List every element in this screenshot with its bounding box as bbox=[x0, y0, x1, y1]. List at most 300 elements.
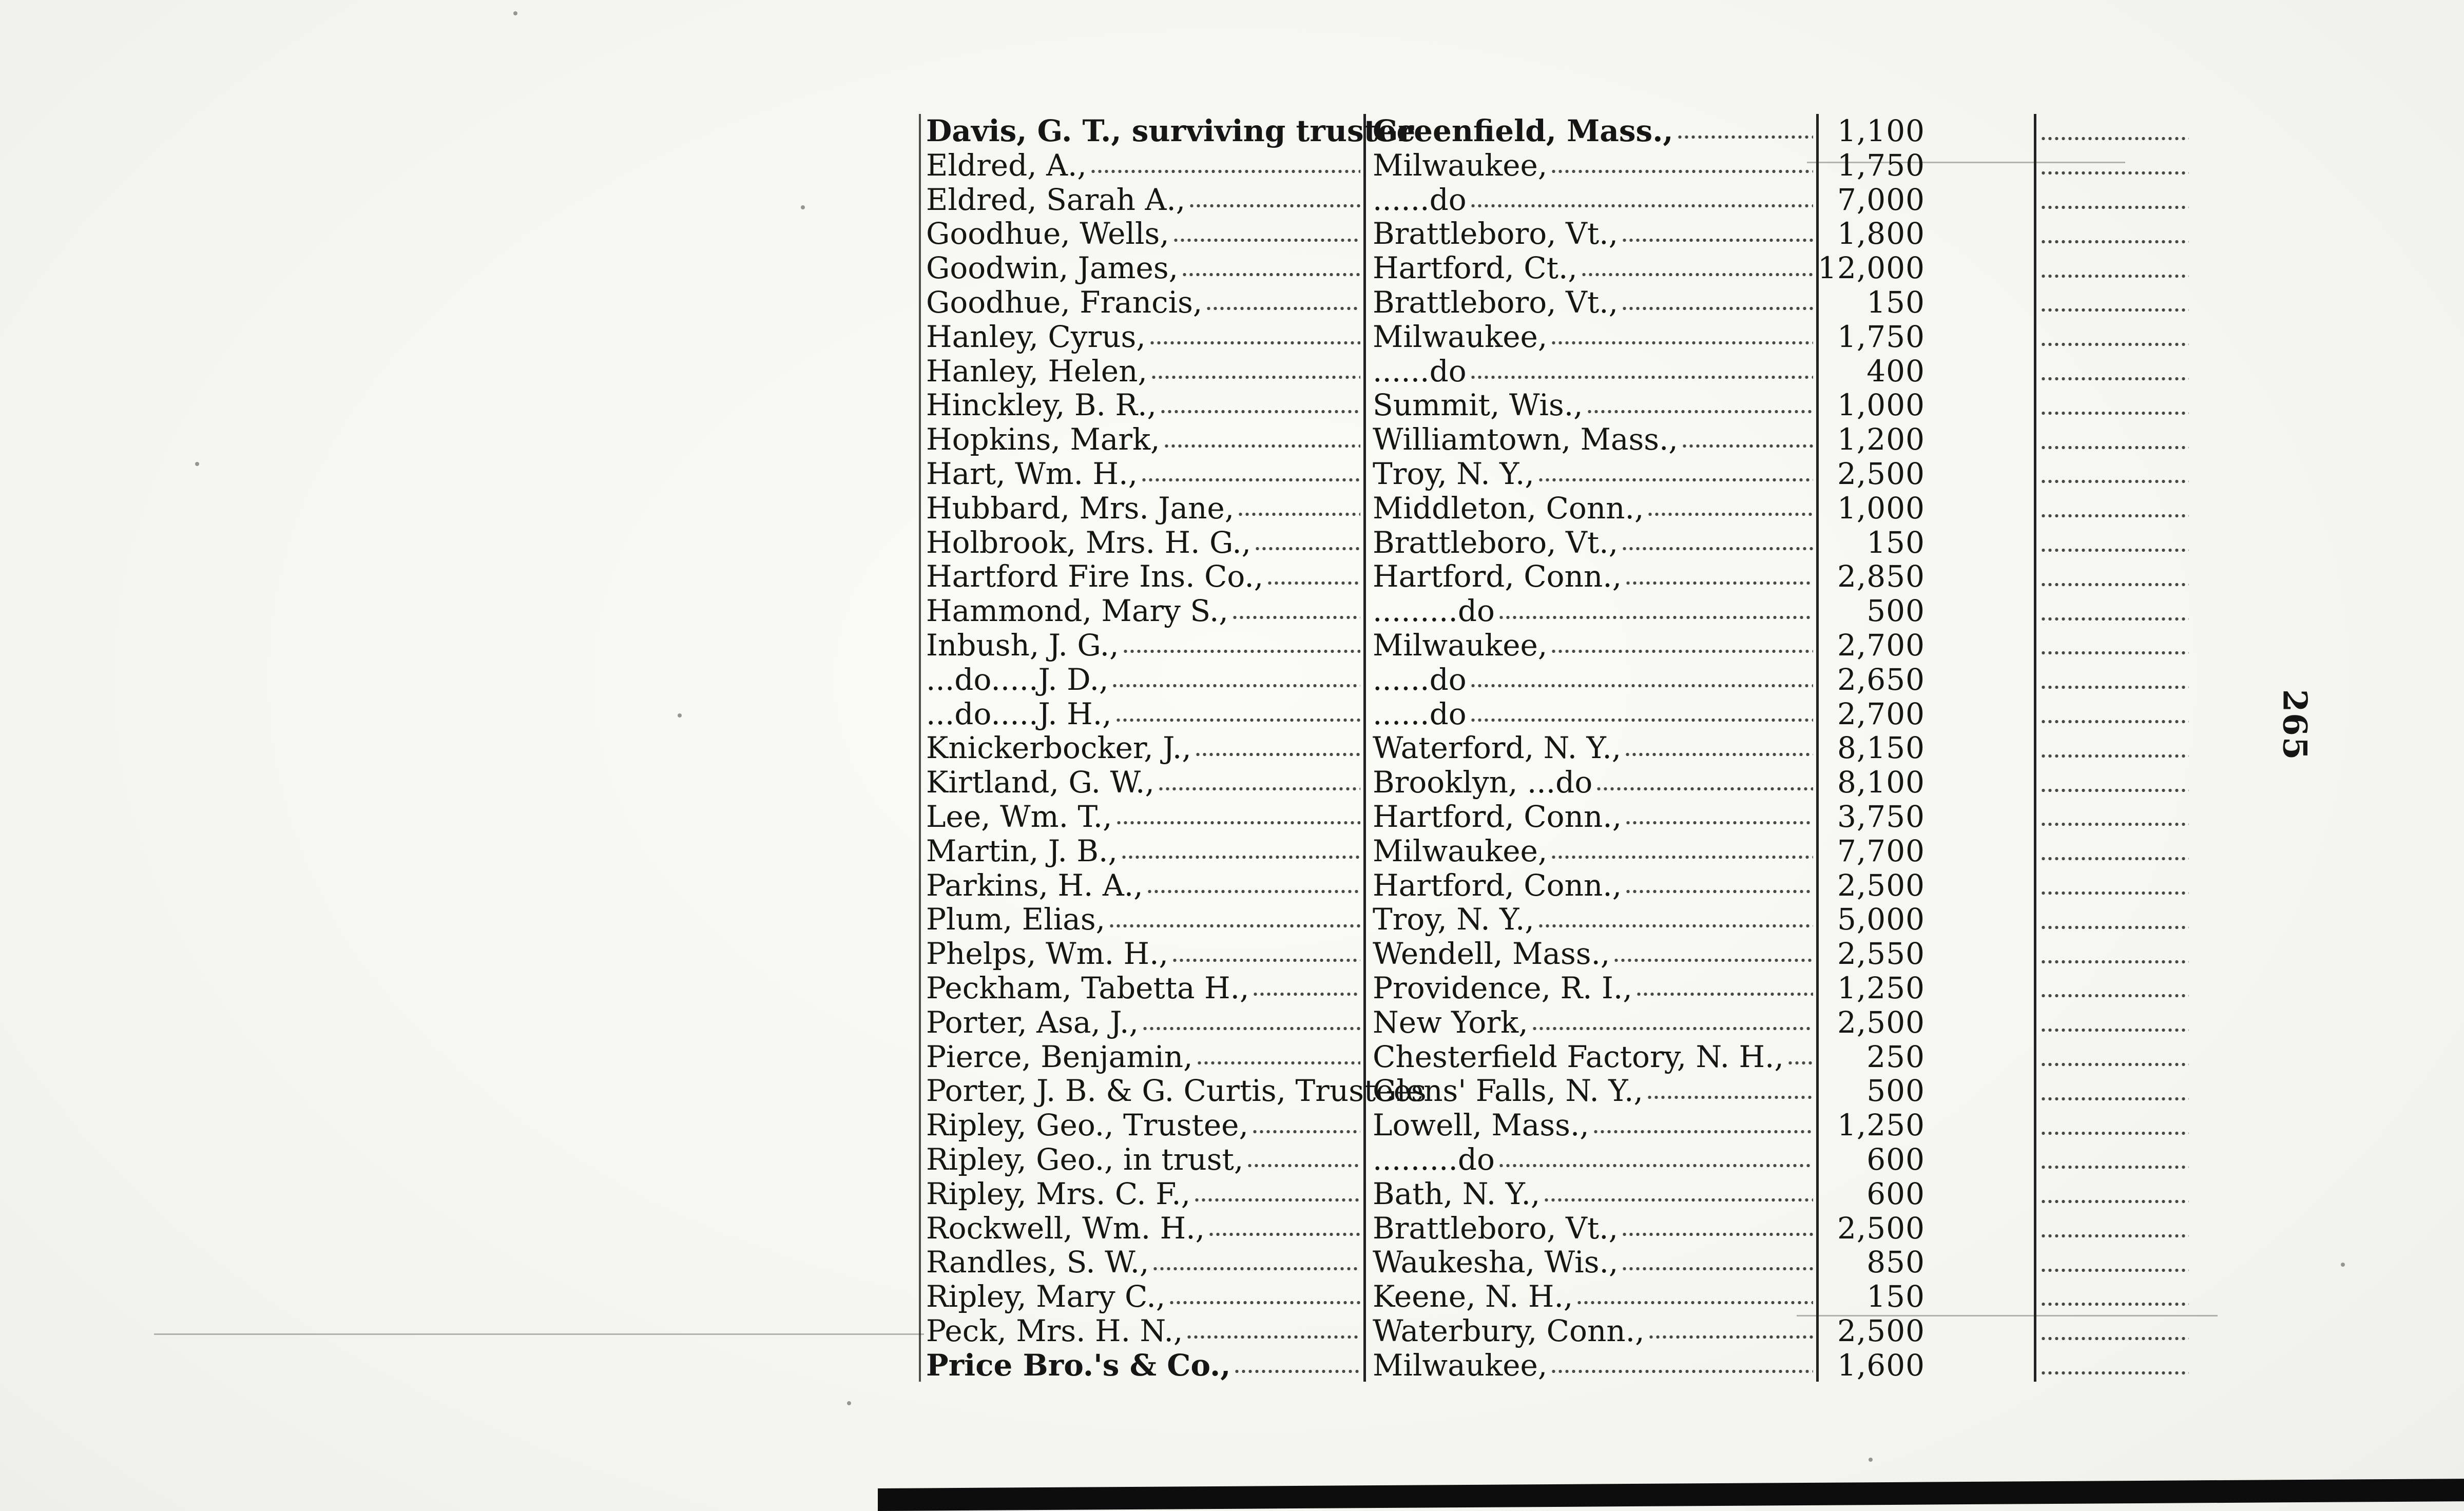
table-row bbox=[919, 1211, 2218, 1246]
page-number: 265 bbox=[2275, 689, 2314, 761]
place-cell bbox=[1373, 697, 1813, 731]
blank-col-cell bbox=[2040, 663, 2189, 697]
scan-speck bbox=[801, 205, 805, 209]
dot-leader bbox=[2040, 960, 2189, 963]
table-row bbox=[919, 1142, 2218, 1177]
blank-col-cell bbox=[2040, 422, 2189, 457]
amount-cell bbox=[1820, 628, 1928, 663]
name-cell bbox=[926, 320, 1360, 354]
dot-leader bbox=[1621, 239, 1813, 242]
dot-leader bbox=[2040, 1063, 2189, 1066]
name-cell bbox=[926, 559, 1360, 594]
name-cell bbox=[926, 422, 1360, 457]
place-cell bbox=[1373, 1280, 1813, 1314]
amount-cell bbox=[1820, 971, 1928, 1005]
amount-cell bbox=[1820, 559, 1928, 594]
dot-leader bbox=[1196, 1061, 1360, 1064]
table-row bbox=[919, 1314, 2218, 1348]
name-text: Hart, Wm. H., bbox=[926, 456, 1138, 491]
amount-cell bbox=[1820, 663, 1928, 697]
dot-leader bbox=[1470, 684, 1813, 687]
amount-cell bbox=[1820, 1211, 1928, 1246]
name-cell bbox=[926, 1108, 1360, 1142]
dot-leader bbox=[1111, 684, 1360, 687]
amount-text: 1,250 bbox=[1837, 1108, 1925, 1143]
dot-leader bbox=[1613, 959, 1813, 962]
name-text: Peckham, Tabetta H., bbox=[926, 970, 1249, 1005]
name-cell bbox=[926, 1211, 1360, 1246]
dot-leader bbox=[1625, 582, 1813, 585]
scan-speck bbox=[513, 11, 517, 15]
blank-col-cell bbox=[2040, 114, 2189, 148]
blank-col-cell bbox=[2040, 526, 2189, 560]
dot-leader bbox=[2040, 1337, 2189, 1340]
dot-leader bbox=[2040, 412, 2189, 415]
name-text: Lee, Wm. T., bbox=[926, 799, 1112, 834]
amount-text: 500 bbox=[1866, 1073, 1925, 1109]
dot-leader bbox=[2040, 206, 2189, 209]
amount-cell bbox=[1820, 1005, 1928, 1040]
amount-text: 7,000 bbox=[1837, 182, 1925, 217]
amount-text: 250 bbox=[1866, 1039, 1925, 1074]
amount-text: 1,250 bbox=[1837, 970, 1925, 1005]
place-cell bbox=[1373, 251, 1813, 285]
amount-cell bbox=[1820, 1142, 1928, 1177]
table-row bbox=[919, 765, 2218, 800]
table-row bbox=[919, 628, 2218, 663]
place-text: Waterford, N. Y., bbox=[1373, 730, 1622, 766]
dot-leader bbox=[1537, 478, 1813, 481]
place-cell bbox=[1373, 1074, 1813, 1108]
dot-leader bbox=[1188, 204, 1360, 207]
name-text: Porter, J. B. & G. Curtis, Trustees bbox=[926, 1073, 1427, 1109]
dot-leader bbox=[2040, 480, 2189, 483]
place-cell bbox=[1373, 594, 1813, 628]
blank-col-cell bbox=[2040, 217, 2189, 251]
amount-text: 850 bbox=[1866, 1245, 1925, 1280]
dot-leader bbox=[1621, 1233, 1813, 1236]
name-text: Inbush, J. G., bbox=[926, 627, 1119, 663]
table-row bbox=[919, 526, 2218, 560]
name-cell bbox=[926, 1040, 1360, 1074]
name-text: Hopkins, Mark, bbox=[926, 422, 1160, 457]
amount-cell bbox=[1820, 731, 1928, 765]
name-text: Ripley, Geo., Trustee, bbox=[926, 1108, 1248, 1143]
name-cell bbox=[926, 1005, 1360, 1040]
place-cell bbox=[1373, 388, 1813, 422]
blank-col-cell bbox=[2040, 902, 2189, 937]
dot-leader bbox=[2040, 583, 2189, 586]
place-cell bbox=[1373, 902, 1813, 937]
dot-leader bbox=[1122, 650, 1361, 653]
dot-leader bbox=[1146, 890, 1360, 893]
amount-cell bbox=[1820, 1280, 1928, 1314]
place-cell bbox=[1373, 422, 1813, 457]
place-text: Bath, N. Y., bbox=[1373, 1176, 1541, 1211]
amount-text: 7,700 bbox=[1837, 833, 1925, 868]
name-text: ...do.....J. D., bbox=[926, 662, 1109, 697]
dot-leader bbox=[1635, 993, 1813, 996]
amount-cell bbox=[1820, 354, 1928, 389]
place-text: .........do bbox=[1373, 593, 1495, 629]
place-cell bbox=[1373, 937, 1813, 971]
name-cell bbox=[926, 1177, 1360, 1211]
dot-leader bbox=[1195, 753, 1360, 756]
name-text: Goodhue, Wells, bbox=[926, 216, 1169, 251]
name-cell bbox=[926, 491, 1360, 526]
dot-leader bbox=[1163, 444, 1360, 448]
amount-cell bbox=[1820, 422, 1928, 457]
blank-col-cell bbox=[2040, 388, 2189, 422]
amount-cell bbox=[1820, 388, 1928, 422]
amount-text: 1,750 bbox=[1837, 147, 1925, 183]
place-cell bbox=[1373, 285, 1813, 320]
amount-text: 600 bbox=[1866, 1176, 1925, 1211]
blank-col-cell bbox=[2040, 457, 2189, 491]
blank-col-cell bbox=[2040, 285, 2189, 320]
dot-leader bbox=[2040, 514, 2189, 517]
amount-cell bbox=[1820, 697, 1928, 731]
dot-leader bbox=[2040, 1132, 2189, 1135]
name-cell bbox=[926, 388, 1360, 422]
amount-text: 1,000 bbox=[1837, 388, 1925, 423]
blank-col-cell bbox=[2040, 697, 2189, 731]
amount-text: 3,750 bbox=[1837, 799, 1925, 834]
place-text: Milwaukee, bbox=[1373, 319, 1548, 354]
amount-cell bbox=[1820, 114, 1928, 148]
place-text: Milwaukee, bbox=[1373, 833, 1548, 868]
dot-leader bbox=[1646, 1096, 1813, 1099]
amount-text: 400 bbox=[1866, 353, 1925, 389]
place-text: Providence, R. I., bbox=[1373, 970, 1632, 1005]
dot-leader bbox=[1121, 856, 1360, 859]
blank-col-cell bbox=[2040, 251, 2189, 285]
name-cell bbox=[926, 1245, 1360, 1280]
amount-cell bbox=[1820, 251, 1928, 285]
place-cell bbox=[1373, 628, 1813, 663]
dot-leader bbox=[2040, 720, 2189, 723]
place-cell bbox=[1373, 183, 1813, 217]
amount-text: 600 bbox=[1866, 1141, 1925, 1177]
name-cell bbox=[926, 594, 1360, 628]
name-text: Randles, S. W., bbox=[926, 1245, 1149, 1280]
dot-leader bbox=[1681, 444, 1813, 448]
dot-leader bbox=[1550, 650, 1813, 653]
name-cell bbox=[926, 148, 1360, 183]
place-cell bbox=[1373, 971, 1813, 1005]
dot-leader bbox=[2040, 823, 2189, 826]
blank-col-cell bbox=[2040, 628, 2189, 663]
blank-col-cell bbox=[2040, 834, 2189, 868]
dot-leader bbox=[1252, 1130, 1360, 1133]
blank-col-cell bbox=[2040, 320, 2189, 354]
place-cell bbox=[1373, 1348, 1813, 1383]
blank-col-cell bbox=[2040, 1314, 2189, 1348]
amount-text: 5,000 bbox=[1837, 902, 1925, 937]
table-row bbox=[919, 491, 2218, 526]
amount-cell bbox=[1820, 285, 1928, 320]
dot-leader bbox=[2040, 1371, 2189, 1374]
amount-cell bbox=[1820, 148, 1928, 183]
dot-leader bbox=[1621, 547, 1813, 550]
dot-leader bbox=[1181, 273, 1360, 276]
amount-text: 2,500 bbox=[1837, 1313, 1925, 1348]
table-row bbox=[919, 1074, 2218, 1108]
place-text: Chesterfield Factory, N. H., bbox=[1373, 1039, 1784, 1074]
table-row bbox=[919, 457, 2218, 491]
blank-col-cell bbox=[2040, 354, 2189, 389]
dot-leader bbox=[1550, 170, 1813, 173]
place-text: Troy, N. Y., bbox=[1373, 902, 1534, 937]
place-text: Waterbury, Conn., bbox=[1373, 1313, 1645, 1348]
dot-leader bbox=[2040, 240, 2189, 243]
amount-cell bbox=[1820, 868, 1928, 903]
amount-cell bbox=[1820, 594, 1928, 628]
dot-leader bbox=[1470, 719, 1813, 722]
table-row bbox=[919, 800, 2218, 834]
dot-leader bbox=[1550, 1370, 1813, 1373]
dot-leader bbox=[2040, 1303, 2189, 1306]
subscriber-ledger-table bbox=[919, 114, 2218, 1382]
blank-col-cell bbox=[2040, 1211, 2189, 1246]
place-text: Hartford, Conn., bbox=[1373, 559, 1622, 594]
dot-leader bbox=[1171, 959, 1360, 962]
table-row bbox=[919, 114, 2218, 148]
name-text: ...do.....J. H., bbox=[926, 696, 1112, 731]
name-cell bbox=[926, 971, 1360, 1005]
name-text: Ripley, Geo., in trust, bbox=[926, 1141, 1244, 1177]
dot-leader bbox=[1237, 513, 1360, 516]
dot-leader bbox=[1787, 1061, 1813, 1064]
amount-cell bbox=[1820, 902, 1928, 937]
ledger-rows bbox=[919, 114, 2218, 1382]
amount-cell bbox=[1820, 491, 1928, 526]
amount-text: 8,150 bbox=[1837, 730, 1925, 766]
dot-leader bbox=[1648, 1335, 1813, 1339]
amount-text: 1,800 bbox=[1837, 216, 1925, 251]
name-text: Pierce, Benjamin, bbox=[926, 1039, 1193, 1074]
name-text: Holbrook, Mrs. H. G., bbox=[926, 525, 1252, 560]
dot-leader bbox=[1108, 924, 1360, 927]
blank-col-cell bbox=[2040, 148, 2189, 183]
name-text: Phelps, Wm. H., bbox=[926, 936, 1168, 972]
amount-text: 150 bbox=[1866, 284, 1925, 320]
dot-leader bbox=[2040, 617, 2189, 621]
place-cell bbox=[1373, 491, 1813, 526]
name-text: Martin, J. B., bbox=[926, 833, 1118, 868]
table-row bbox=[919, 1108, 2218, 1142]
place-text: ......do bbox=[1373, 182, 1467, 217]
dot-leader bbox=[2040, 137, 2189, 140]
dot-leader bbox=[2040, 892, 2189, 895]
name-cell bbox=[926, 902, 1360, 937]
name-cell bbox=[926, 697, 1360, 731]
dot-leader bbox=[1621, 1267, 1813, 1270]
amount-cell bbox=[1820, 320, 1928, 354]
amount-text: 2,500 bbox=[1837, 1210, 1925, 1246]
dot-leader bbox=[1141, 478, 1360, 481]
name-text: Rockwell, Wm. H., bbox=[926, 1210, 1205, 1246]
place-cell bbox=[1373, 663, 1813, 697]
place-text: Brooklyn, ...do bbox=[1373, 765, 1593, 800]
dot-leader bbox=[1149, 341, 1360, 344]
dot-leader bbox=[1266, 582, 1360, 585]
dot-leader bbox=[1647, 513, 1813, 516]
place-text: Milwaukee, bbox=[1373, 147, 1548, 183]
dot-leader bbox=[2040, 994, 2189, 997]
dot-leader bbox=[2040, 1234, 2189, 1237]
amount-cell bbox=[1820, 765, 1928, 800]
dot-leader bbox=[1150, 376, 1360, 379]
amount-text: 2,500 bbox=[1837, 867, 1925, 903]
amount-text: 1,600 bbox=[1837, 1347, 1925, 1383]
name-cell bbox=[926, 183, 1360, 217]
name-cell bbox=[926, 1073, 1427, 1109]
name-text: Davis, G. T., surviving trustee bbox=[926, 113, 1416, 148]
dot-leader bbox=[1550, 856, 1813, 859]
dot-leader bbox=[2040, 1269, 2189, 1272]
name-cell bbox=[926, 800, 1360, 834]
blank-col-cell bbox=[2040, 800, 2189, 834]
name-text: Goodwin, James, bbox=[926, 250, 1179, 286]
amount-text: 8,100 bbox=[1837, 765, 1925, 800]
table-row bbox=[919, 1280, 2218, 1314]
amount-text: 2,700 bbox=[1837, 627, 1925, 663]
dot-leader bbox=[2040, 1200, 2189, 1203]
blank-col-cell bbox=[2040, 1348, 2189, 1383]
dot-leader bbox=[1158, 787, 1360, 790]
name-text: Price Bro.'s & Co., bbox=[926, 1347, 1231, 1383]
name-text: Hanley, Cyrus, bbox=[926, 319, 1146, 354]
place-text: Brattleboro, Vt., bbox=[1373, 1210, 1619, 1246]
name-cell bbox=[926, 731, 1360, 765]
place-text: Hartford, Ct., bbox=[1373, 250, 1577, 286]
place-text: ......do bbox=[1373, 662, 1467, 697]
place-text: Keene, N. H., bbox=[1373, 1279, 1573, 1314]
dot-leader bbox=[2040, 549, 2189, 552]
dot-leader bbox=[1152, 1267, 1360, 1270]
dot-leader bbox=[1581, 273, 1813, 276]
name-text: Knickerbocker, J., bbox=[926, 730, 1191, 766]
amount-cell bbox=[1820, 1074, 1928, 1108]
table-row bbox=[919, 1040, 2218, 1074]
blank-col-cell bbox=[2040, 491, 2189, 526]
dot-leader bbox=[1470, 376, 1813, 379]
place-text: ......do bbox=[1373, 696, 1467, 731]
place-cell bbox=[1373, 1005, 1813, 1040]
dot-leader bbox=[1550, 341, 1813, 344]
name-cell bbox=[926, 628, 1360, 663]
dot-leader bbox=[1252, 993, 1360, 996]
table-row bbox=[919, 971, 2218, 1005]
table-row bbox=[919, 217, 2218, 251]
place-text: Waukesha, Wis., bbox=[1373, 1245, 1619, 1280]
dot-leader bbox=[2040, 446, 2189, 449]
scan-speck bbox=[2341, 1263, 2345, 1267]
dot-leader bbox=[1254, 547, 1360, 550]
dot-leader bbox=[1576, 1301, 1813, 1304]
dot-leader bbox=[1168, 1301, 1360, 1304]
blank-col-cell bbox=[2040, 1108, 2189, 1142]
amount-text: 500 bbox=[1866, 593, 1925, 629]
name-cell bbox=[926, 937, 1360, 971]
blank-col-cell bbox=[2040, 594, 2189, 628]
table-row bbox=[919, 697, 2218, 731]
name-cell bbox=[926, 354, 1360, 389]
amount-cell bbox=[1820, 1348, 1928, 1383]
scan-artifact-line bbox=[154, 1333, 924, 1335]
blank-col-cell bbox=[2040, 765, 2189, 800]
blank-col-cell bbox=[2040, 1245, 2189, 1280]
place-cell bbox=[1373, 1142, 1813, 1177]
dot-leader bbox=[1208, 1233, 1360, 1236]
dot-leader bbox=[1537, 924, 1813, 927]
amount-text: 12,000 bbox=[1818, 250, 1925, 286]
scan-speck bbox=[1869, 1458, 1873, 1462]
table-row bbox=[919, 183, 2218, 217]
name-cell bbox=[926, 217, 1360, 251]
table-row bbox=[919, 731, 2218, 765]
table-row bbox=[919, 663, 2218, 697]
dot-leader bbox=[1621, 307, 1813, 310]
amount-text: 2,850 bbox=[1837, 559, 1925, 594]
place-text: Hartford, Conn., bbox=[1373, 799, 1622, 834]
place-text: .........do bbox=[1373, 1141, 1495, 1177]
blank-col-cell bbox=[2040, 868, 2189, 903]
dot-leader bbox=[1624, 753, 1813, 756]
dot-leader bbox=[1531, 1027, 1813, 1030]
place-text: Greenfield, Mass., bbox=[1373, 113, 1673, 148]
name-text: Kirtland, G. W., bbox=[926, 765, 1154, 800]
blank-col-cell bbox=[2040, 559, 2189, 594]
name-cell bbox=[926, 1314, 1360, 1348]
dot-leader bbox=[2040, 1029, 2189, 1032]
name-text: Hammond, Mary S., bbox=[926, 593, 1228, 629]
table-row bbox=[919, 559, 2218, 594]
place-text: Summit, Wis., bbox=[1373, 388, 1583, 423]
table-row bbox=[919, 1005, 2218, 1040]
dot-leader bbox=[2040, 275, 2189, 278]
dot-leader bbox=[2040, 857, 2189, 860]
table-row bbox=[919, 594, 2218, 628]
dot-leader bbox=[1625, 890, 1813, 893]
amount-text: 150 bbox=[1866, 1279, 1925, 1314]
dot-leader bbox=[1246, 1164, 1360, 1167]
name-cell bbox=[926, 113, 1416, 148]
blank-col-cell bbox=[2040, 1177, 2189, 1211]
table-row bbox=[919, 251, 2218, 285]
table-row bbox=[919, 1177, 2218, 1211]
place-text: Lowell, Mass., bbox=[1373, 1108, 1589, 1143]
table-row bbox=[919, 868, 2218, 903]
dot-leader bbox=[1231, 616, 1360, 619]
blank-col-cell bbox=[2040, 971, 2189, 1005]
name-cell bbox=[926, 834, 1360, 868]
name-cell bbox=[926, 1280, 1360, 1314]
dot-leader bbox=[1194, 1198, 1360, 1202]
dot-leader bbox=[1677, 135, 1813, 139]
place-cell bbox=[1373, 731, 1813, 765]
amount-cell bbox=[1820, 937, 1928, 971]
name-text: Eldred, Sarah A., bbox=[926, 182, 1186, 217]
dot-leader bbox=[2040, 377, 2189, 380]
name-text: Ripley, Mary C., bbox=[926, 1279, 1166, 1314]
place-cell bbox=[1373, 868, 1813, 903]
place-text: Troy, N. Y., bbox=[1373, 456, 1534, 491]
name-text: Parkins, H. A., bbox=[926, 867, 1143, 903]
name-text: Hanley, Helen, bbox=[926, 353, 1147, 389]
name-cell bbox=[926, 526, 1360, 560]
